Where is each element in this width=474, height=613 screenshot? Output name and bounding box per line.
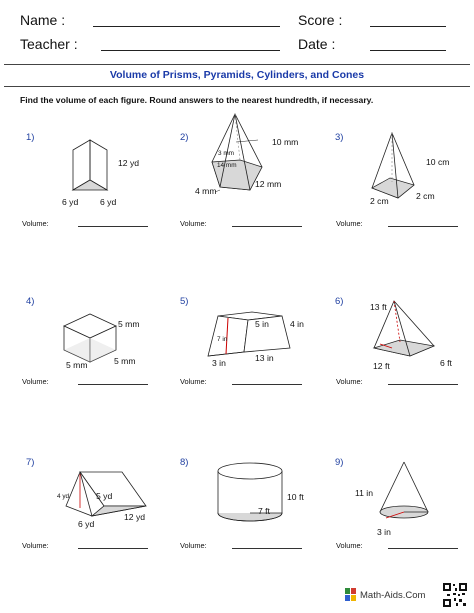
problem-number: 7) — [26, 457, 35, 468]
problem-number: 8) — [180, 457, 189, 468]
volume-label: Volume: — [180, 219, 207, 228]
dimension-label: 7 in — [217, 336, 228, 343]
dimension-label: 6 ft — [440, 358, 452, 368]
problem-number: 3) — [335, 132, 344, 143]
volume-label: Volume: — [336, 219, 363, 228]
dimension-label: 4 yd — [57, 493, 70, 500]
volume-answer-line[interactable] — [78, 226, 148, 227]
dimension-label: 6 yd — [100, 197, 117, 207]
volume-answer-line[interactable] — [232, 384, 302, 385]
dimension-label: 13 in — [255, 353, 274, 363]
problem-number: 6) — [335, 296, 344, 307]
problem-number: 4) — [26, 296, 35, 307]
volume-label: Volume: — [22, 541, 49, 550]
dimension-label: 2 cm — [370, 196, 389, 206]
dimension-label: 3 in — [212, 358, 226, 368]
dimension-label: 10 ft — [287, 492, 304, 502]
dimension-label: 4 mm — [195, 186, 217, 196]
dimension-label: 14 mm — [217, 162, 237, 169]
volume-label: Volume: — [336, 377, 363, 386]
title-rule — [4, 86, 470, 87]
dimension-label: 5 mm — [66, 360, 88, 370]
dimension-label: 5 in — [255, 319, 269, 329]
dimension-label: 3 in — [377, 527, 391, 537]
score-line[interactable] — [370, 26, 446, 27]
teacher-label: Teacher : — [20, 36, 78, 52]
volume-answer-line[interactable] — [78, 384, 148, 385]
problem-number: 5) — [180, 296, 189, 307]
volume-label: Volume: — [22, 219, 49, 228]
dimension-label: 6 yd — [62, 197, 79, 207]
dimension-label: 5 mm — [118, 319, 140, 329]
dimension-label: 12 yd — [118, 158, 140, 168]
problem-number: 2) — [180, 132, 189, 143]
dimension-label: 5 yd — [96, 491, 113, 501]
cylinder-figure — [214, 462, 288, 528]
date-label: Date : — [298, 36, 336, 52]
dimension-label: 2 cm — [416, 191, 435, 201]
volume-label: Volume: — [180, 377, 207, 386]
volume-answer-line[interactable] — [388, 384, 458, 385]
dimension-label: 10 mm — [272, 137, 299, 147]
footer-brand[interactable]: Math-Aids.Com — [360, 590, 426, 601]
dimension-label: 12 ft — [373, 361, 390, 371]
qr-code-icon — [442, 582, 468, 608]
volume-label: Volume: — [22, 377, 49, 386]
math-aids-logo-icon — [345, 588, 357, 602]
name-label: Name : — [20, 12, 66, 28]
dimension-label: 7 ft — [258, 506, 270, 516]
dimension-label: 10 cm — [426, 157, 450, 167]
volume-answer-line[interactable] — [232, 548, 302, 549]
volume-answer-line[interactable] — [388, 226, 458, 227]
instructions: Find the volume of each figure. Round answers to the nearest hundredth, if necessary. — [20, 95, 374, 105]
volume-answer-line[interactable] — [78, 548, 148, 549]
header-rule — [4, 64, 470, 65]
dimension-label: 3 mm — [218, 150, 234, 157]
volume-label: Volume: — [180, 541, 207, 550]
name-line[interactable] — [93, 26, 280, 27]
dimension-label: 12 mm — [255, 179, 282, 189]
teacher-line[interactable] — [101, 50, 280, 51]
dimension-label: 5 mm — [114, 356, 136, 366]
problem-number: 1) — [26, 132, 35, 143]
dimension-label: 11 in — [355, 488, 373, 498]
volume-label: Volume: — [336, 541, 363, 550]
date-line[interactable] — [370, 50, 446, 51]
worksheet-title: Volume of Prisms, Pyramids, Cylinders, and Cones — [109, 69, 365, 81]
problem-number: 9) — [335, 457, 344, 468]
dimension-label: 13 ft — [370, 302, 387, 312]
dimension-label: 4 in — [290, 319, 304, 329]
dimension-label: 6 yd — [78, 519, 95, 529]
volume-answer-line[interactable] — [388, 548, 458, 549]
volume-answer-line[interactable] — [232, 226, 302, 227]
cone-figure — [374, 460, 434, 528]
score-label: Score : — [298, 12, 343, 28]
dimension-label: 12 yd — [124, 512, 146, 522]
